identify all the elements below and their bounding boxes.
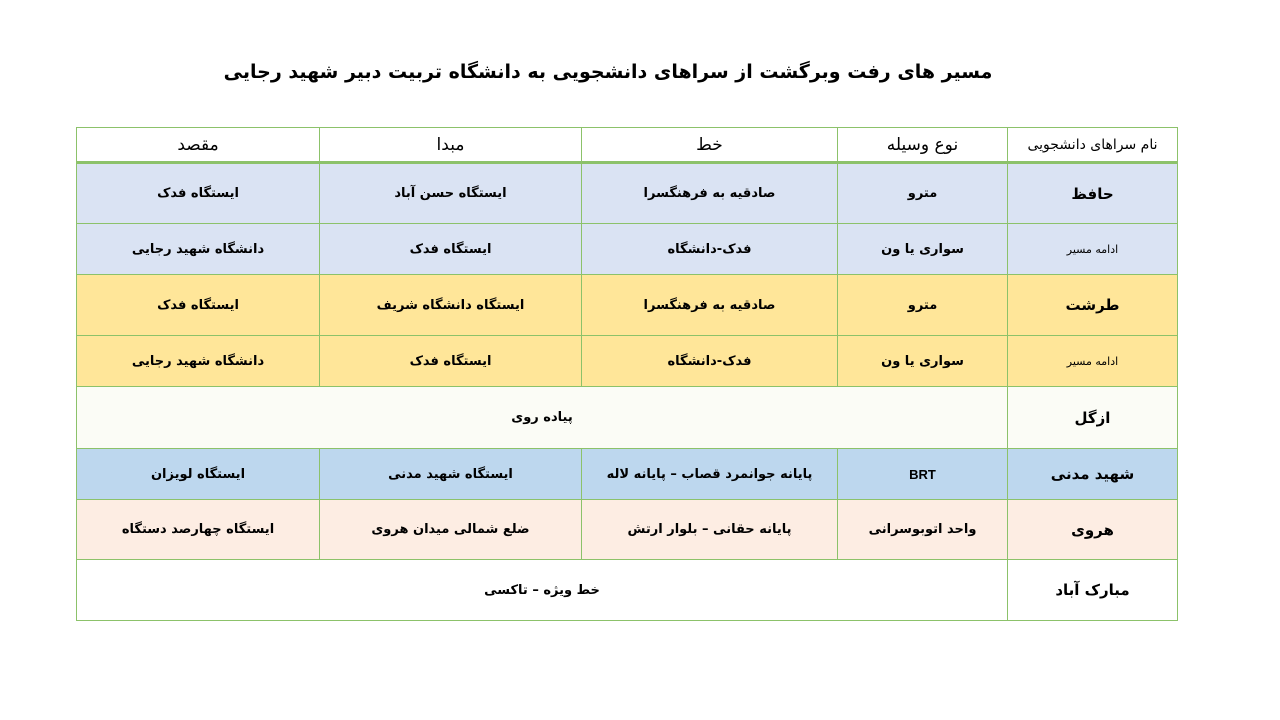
vehicle-cell: سواری یا ون — [838, 224, 1008, 275]
destination-cell: ایستگاه چهارصد دستگاه — [77, 500, 320, 560]
dorm-cell: حافظ — [1008, 163, 1178, 224]
line-cell: صادقیه به فرهنگسرا — [582, 163, 838, 224]
origin-cell: ایستگاه فدک — [320, 336, 582, 387]
table-row — [77, 224, 1178, 275]
line-cell: پایانه جوانمرد قصاب – پایانه لاله — [582, 449, 838, 500]
header-line: خط — [582, 128, 838, 163]
dorm-cell: ادامه مسیر — [1008, 224, 1178, 275]
destination-cell: دانشگاه شهید رجایی — [77, 336, 320, 387]
line-cell: فدک-دانشگاه — [582, 336, 838, 387]
table-row — [77, 336, 1178, 387]
dorm-cell: طرشت — [1008, 275, 1178, 336]
dorm-cell: شهید مدنی — [1008, 449, 1178, 500]
vehicle-cell: BRT — [838, 449, 1008, 500]
page-title: مسیر های رفت وبرگشت از سراهای دانشجویی به دانشگاه تربیت دبیر شهید رجایی — [223, 61, 993, 83]
dorm-cell: هروی — [1008, 500, 1178, 560]
line-cell: پایانه حقانی – بلوار ارتش — [582, 500, 838, 560]
dorm-cell: مبارک آباد — [1008, 560, 1178, 621]
destination-cell: ایستگاه فدک — [77, 275, 320, 336]
destination-cell: ایستگاه فدک — [77, 163, 320, 224]
header-vehicle: نوع وسیله — [838, 128, 1008, 163]
vehicle-cell: سواری یا ون — [838, 336, 1008, 387]
line-cell: فدک-دانشگاه — [582, 224, 838, 275]
merged-route-cell: پیاده روی — [77, 387, 1008, 449]
merged-route-cell: خط ویژه – تاکسی — [77, 560, 1008, 621]
origin-cell: ایستگاه دانشگاه شریف — [320, 275, 582, 336]
table-row — [77, 449, 1178, 500]
header-dorm: نام سراهای دانشجویی — [1008, 128, 1178, 163]
vehicle-cell: مترو — [838, 163, 1008, 224]
routes-table — [76, 127, 1178, 621]
header-destination: مقصد — [77, 128, 320, 163]
table-row — [77, 500, 1178, 560]
destination-cell: ایستگاه لویزان — [77, 449, 320, 500]
destination-cell: دانشگاه شهید رجایی — [77, 224, 320, 275]
origin-cell: ایستگاه فدک — [320, 224, 582, 275]
origin-cell: ایستگاه شهید مدنی — [320, 449, 582, 500]
dorm-cell: ازگل — [1008, 387, 1178, 449]
origin-cell: ضلع شمالی میدان هروی — [320, 500, 582, 560]
table-row — [77, 560, 1178, 621]
table-row — [77, 387, 1178, 449]
table-header-row — [77, 128, 1178, 163]
header-origin: مبدا — [320, 128, 582, 163]
table-row — [77, 275, 1178, 336]
table-row — [77, 163, 1178, 224]
line-cell: صادقیه به فرهنگسرا — [582, 275, 838, 336]
vehicle-cell: مترو — [838, 275, 1008, 336]
origin-cell: ایستگاه حسن آباد — [320, 163, 582, 224]
vehicle-cell: واحد اتوبوسرانی — [838, 500, 1008, 560]
dorm-cell: ادامه مسیر — [1008, 336, 1178, 387]
